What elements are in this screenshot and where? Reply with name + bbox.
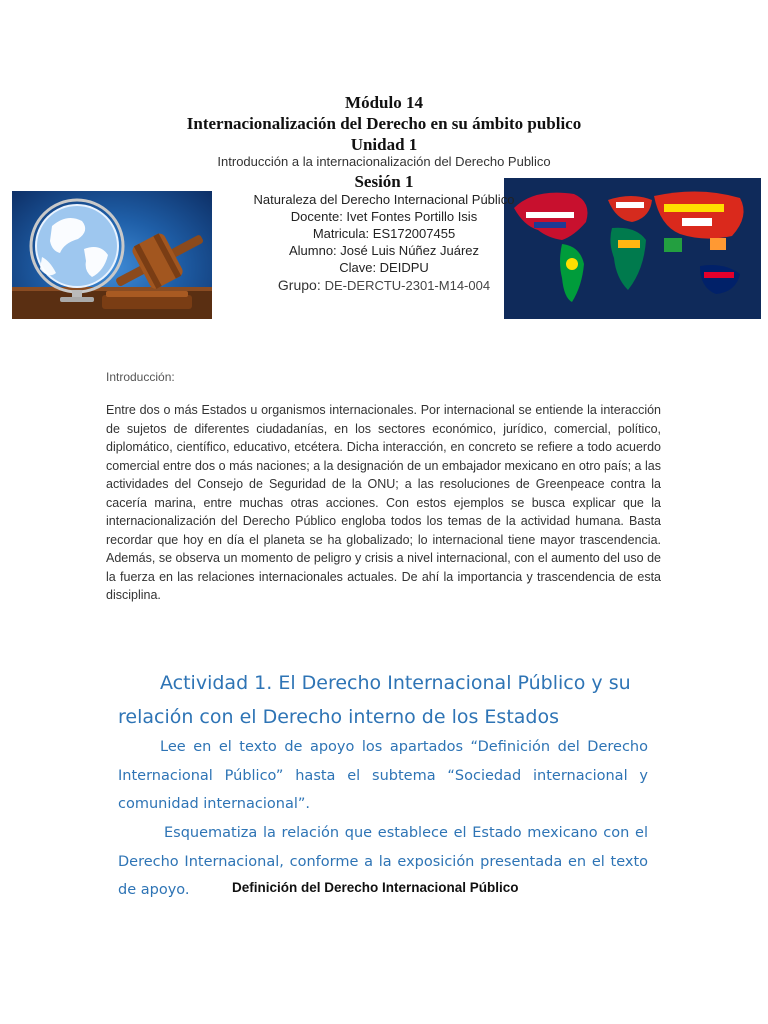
group-label: Grupo: bbox=[277, 277, 321, 293]
course-key: Clave: DEIDPU bbox=[339, 260, 429, 275]
subject-name: Naturaleza del Derecho Internacional Público bbox=[253, 192, 515, 207]
activity-title-line2: relación con el Derecho interno de los Estados bbox=[118, 706, 560, 728]
activity-instruction-2: Esquematiza la relación que establece el Estado mexicano con el Derecho Internacional, conforme a la exposición presentada en el texto de apoyo. bbox=[118, 825, 648, 898]
activity-title-line1: Actividad 1. El Derecho Internacional Público y su bbox=[160, 672, 631, 694]
teacher-name: Docente: Ivet Fontes Portillo Isis bbox=[290, 209, 478, 224]
intro-paragraph: Entre dos o más Estados u organismos internacionales. Por internacional se entiende la interacción de sujetos de diferentes ciudadanías, en los sectores económico, jurídico, comercial, político, diplomático, científico, educativo, etcétera. Dicha interacción, en concreto se refiere a todo acuerdo comercial entre dos o más naciones; a la designación de un embajador mexicano en otro país; a las actividades del Consejo de Seguridad de la ONU; a las resoluciones de Greenpeace contra la cacería marina, entre muchas otras acciones. Con estos ejemplos se busca explicar que la internacionalización del Derecho Público engloba todos los temas de la actividad humana. Basta recordar que hoy en día el planeta se ha globalizado; lo internacional tiene mayor trascendencia. Además, se observa un momento de peligro y crisis a nivel internacional, con el aumento del uso de la fuerza en las relaciones internacionales actuales. De ahí la importancia y trascendencia de esta disciplina. bbox=[106, 403, 661, 602]
unit-title: Unidad 1 bbox=[350, 135, 418, 154]
topic-title: Internacionalización del Derecho en su ámbito publico bbox=[186, 114, 582, 133]
course-info-block bbox=[0, 191, 768, 297]
group-line bbox=[0, 277, 768, 297]
module-title: Módulo 14 bbox=[345, 93, 423, 112]
session-title: Sesión 1 bbox=[354, 172, 414, 191]
student-name: Alumno: José Luis Núñez Juárez bbox=[288, 243, 480, 258]
definition-overlay-title: Definición del Derecho Internacional Público bbox=[228, 878, 523, 897]
activity-title bbox=[118, 666, 658, 734]
unit-subtitle: Introducción a la internacionalización del Derecho Publico bbox=[217, 154, 551, 169]
intro-heading: Introducción: bbox=[106, 370, 175, 384]
group-value: DE-DERCTU-2301-M14-004 bbox=[324, 278, 491, 293]
student-id: Matricula: ES172007455 bbox=[312, 226, 456, 241]
activity-instruction-1: Lee en el texto de apoyo los apartados “Definición del Derecho Internacional Público” hasta el subtema “Sociedad internacional y comunidad internacional”. bbox=[118, 739, 648, 812]
